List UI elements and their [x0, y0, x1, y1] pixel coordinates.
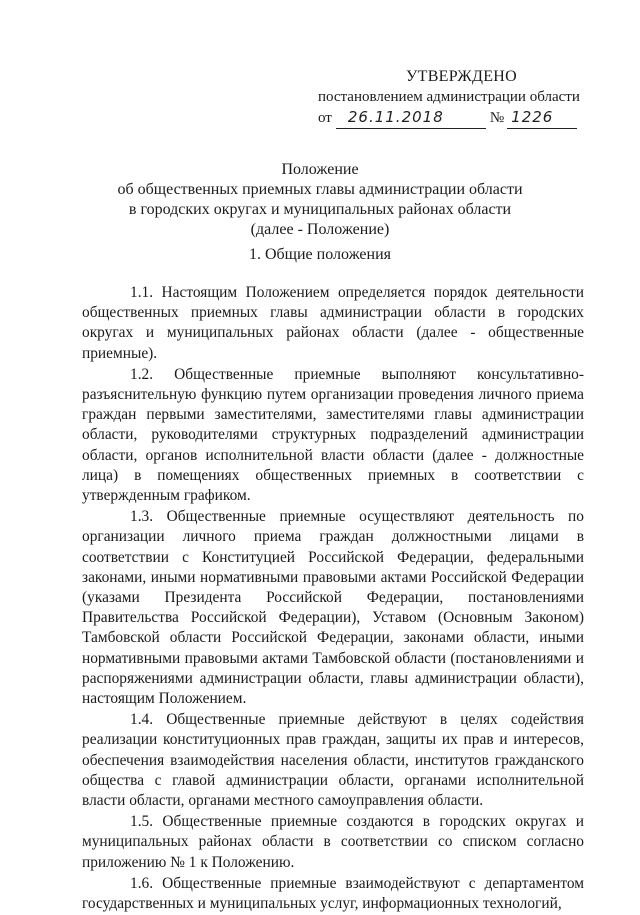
date-blank: [336, 110, 486, 129]
handwritten-date: 26.11.2018: [347, 108, 444, 126]
number-prefix: №: [489, 110, 505, 126]
paragraph-1-2: 1.2. Общественные приемные выполняют консультативно-разъяснительную функцию путем организации проведения личного приема граждан первыми заместителями, заместителями главы администрации области, руководителями структурных подразделений администрации области, органов исполнительной власти области (далее - должностные лица) в помещениях общественных приемных в соответствии с утвержденным графиком.: [82, 365, 584, 505]
section-heading: 1. Общие положения: [248, 246, 392, 263]
title-line-3: в городских округах и муниципальных районах области: [128, 201, 512, 218]
handwritten-number: 1226: [511, 108, 554, 126]
paragraph-1-6: 1.6. Общественные приемные взаимодействуют с департаментом государственных и муниципальных услуг, информационных технологий,: [82, 874, 584, 913]
approval-heading: УТВЕРЖДЕНО: [406, 68, 518, 85]
paragraph-1-1: 1.1. Настоящим Положением определяется порядок деятельности общественных приемных главы администрации области в городских округах и муниципальных районах области (далее - общественные приемные).: [82, 284, 584, 362]
document-title: [0, 160, 640, 240]
title-line-2: об общественных приемных главы администрации области: [117, 181, 523, 198]
date-prefix: от: [318, 110, 332, 126]
number-blank: [507, 110, 577, 129]
approval-line: постановлением администрации области: [318, 89, 580, 105]
paragraph-1-3: 1.3. Общественные приемные осуществляют деятельность по организации личного приема граждан должностными лицами в соответствии с Конституцией Российской Федерации, федеральными законами, иными нормативными правовыми актами Российской Федерации (указами Президента Российской Федерации, постановлениями Правительства Российской Федерации), Уставом (Основным Законом) Тамбовской области Российской Федерации, законами области, иными нормативными правовыми актами Тамбовской области (постановлениями и распоряжениями администрации области, главы администрации области), настоящим Положением.: [82, 508, 584, 708]
paragraph-1-5: 1.5. Общественные приемные создаются в городских округах и муниципальных районах области в соответствии со списком согласно приложению № 1 к Положению.: [82, 813, 584, 871]
paragraph-1-4: 1.4. Общественные приемные действуют в целях содействия реализации конституционных прав граждан, защиты их прав и интересов, обеспечения взаимодействия населения области, институтов гражданского общества с главой администрации области, органами исполнительной власти области, органами местного самоуправления области.: [82, 711, 584, 810]
approval-date-number-row: [318, 108, 598, 129]
title-line-4: (далее - Положение): [250, 221, 390, 238]
approval-stamp: [318, 66, 598, 129]
title-line-1: Положение: [281, 161, 359, 178]
document-body: [82, 283, 584, 915]
